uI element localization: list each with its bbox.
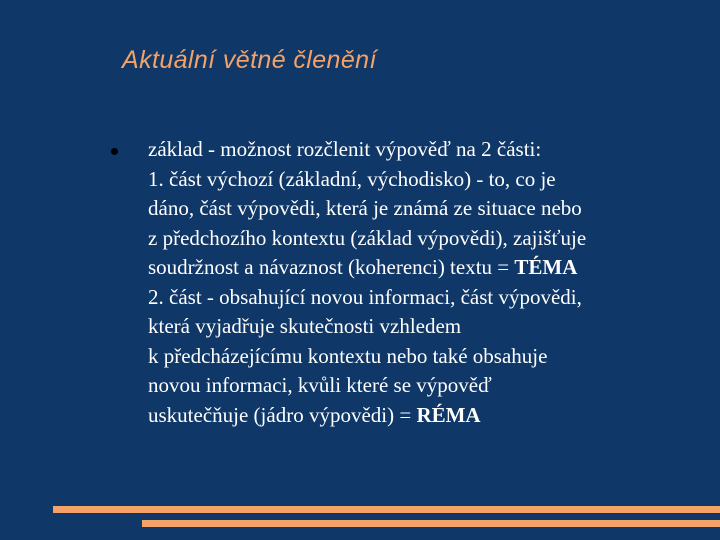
- body-line-1: základ - možnost rozčlenit výpověď na 2 části:: [148, 137, 542, 161]
- body-line-8: k předcházejícímu kontextu nebo také obsahuje: [148, 343, 548, 368]
- body-line-3: dáno, část výpovědi, která je známá ze situace nebo: [148, 196, 582, 220]
- body-line-4: z předchozího kontextu (základ výpovědi), zajišťuje: [148, 225, 587, 250]
- body-line-5-text: soudržnost a návaznost (koherenci) textu =: [148, 255, 515, 279]
- body-line-2: 1. část výchozí (základní, východisko) - to, co je: [148, 166, 556, 191]
- slide-body: [148, 135, 703, 430]
- body-line-6: 2. část - obsahující novou informaci, část výpovědi,: [148, 284, 582, 309]
- body-line-7: která vyjadřuje skutečnosti vzhledem: [148, 314, 462, 338]
- body-line-9: novou informaci, kvůli které se výpověď: [148, 373, 492, 397]
- theme-term: TÉMA: [514, 255, 578, 279]
- rheme-term: RÉMA: [416, 402, 481, 427]
- slide-title: Aktuální větné členění: [122, 46, 377, 74]
- body-line-10-text: uskutečňuje (jádro výpovědi) =: [148, 402, 417, 427]
- decorative-bar-top: [53, 506, 720, 513]
- bullet-dot-icon: [111, 148, 118, 155]
- body-line-10: [148, 401, 703, 431]
- decorative-bar-bottom: [142, 520, 720, 527]
- body-line-5: [148, 253, 703, 283]
